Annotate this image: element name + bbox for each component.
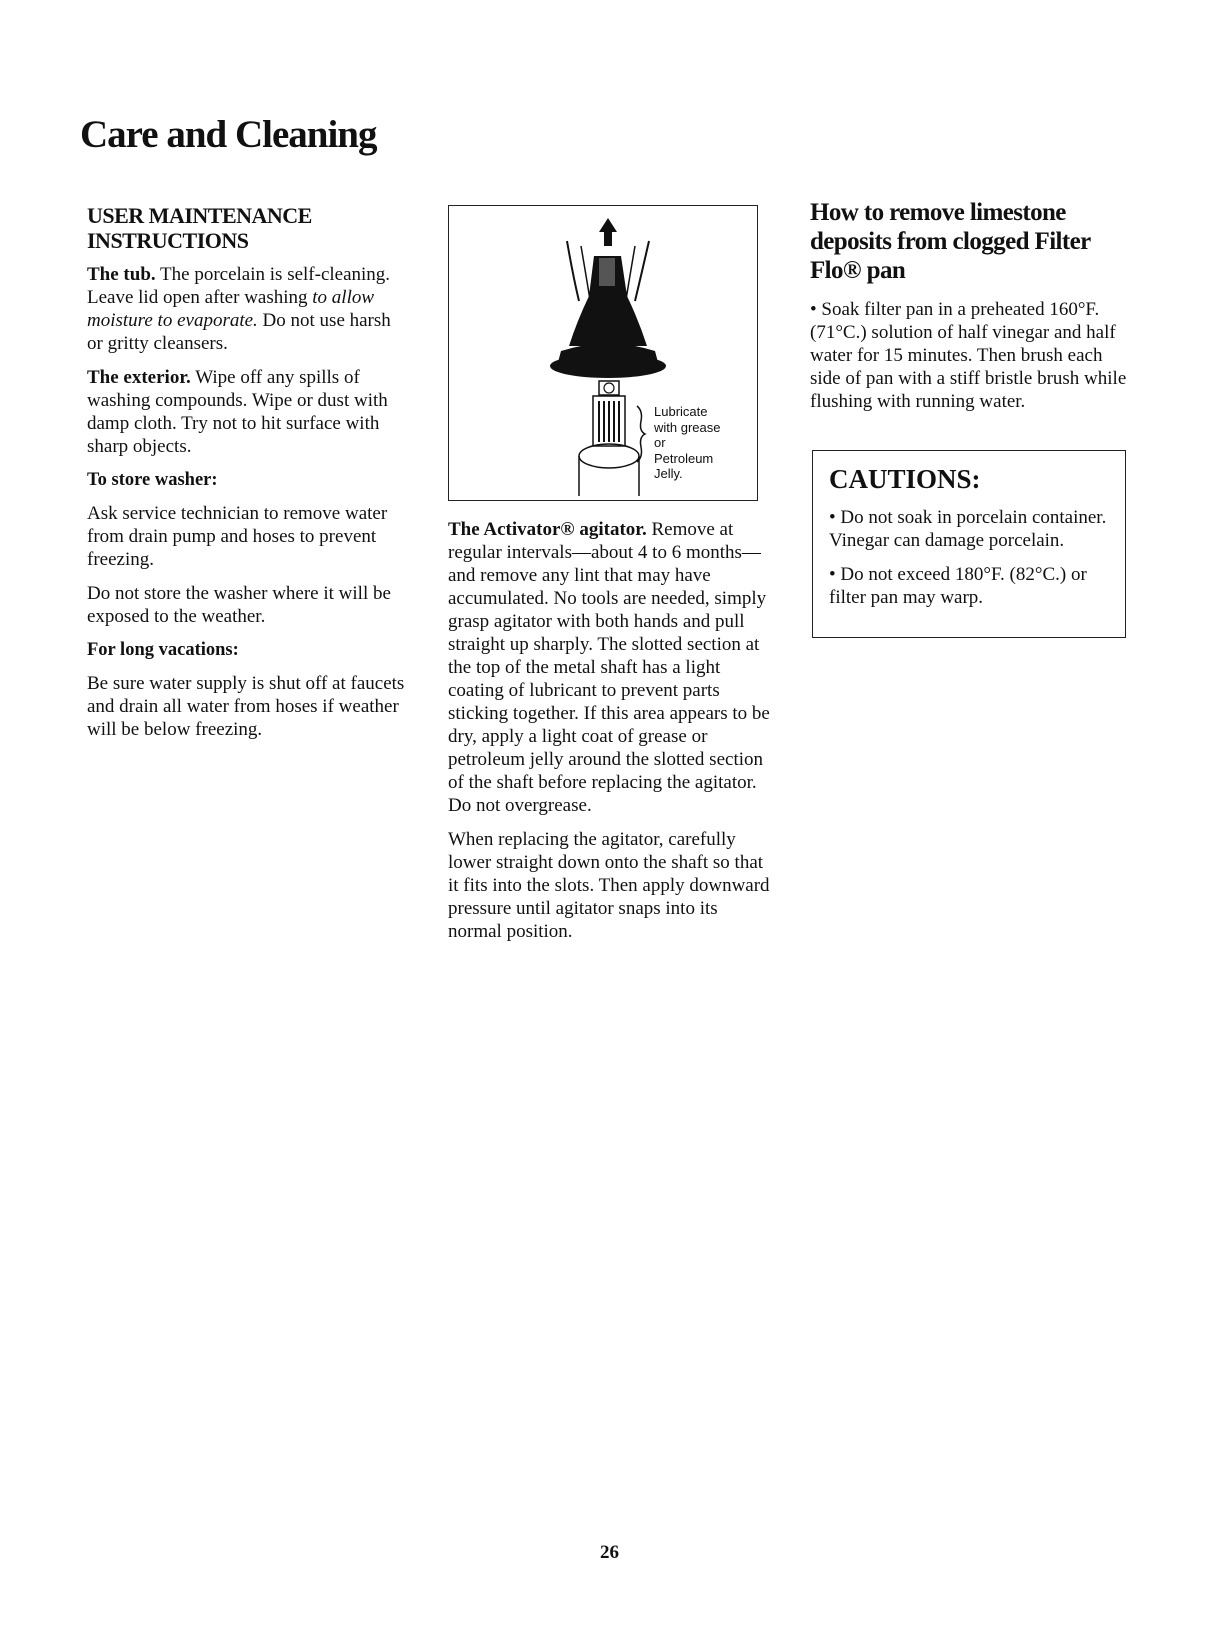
soak-bullet: • Soak filter pan in a preheated 160°F. (71°C.) solution of half vinegar and half water for 15 minutes. Then brush each side of pan with a stiff bristle brush while flushing with running water. xyxy=(810,298,1130,413)
tub-text-2: Do not use harsh or gritty cleansers. xyxy=(87,310,391,354)
vacation-heading: For long vacations: xyxy=(87,640,239,660)
cautions-title: CAUTIONS: xyxy=(829,464,981,494)
caution-item: • Do not exceed 180°F. (82°C.) or filter pan may warp. xyxy=(829,563,1109,609)
label-line: with grease xyxy=(654,419,721,435)
agitator-section xyxy=(448,518,774,943)
label-line: Petroleum xyxy=(654,450,714,466)
label-line: Jelly. xyxy=(654,466,683,481)
tub-paragraph xyxy=(87,263,407,355)
replace-paragraph: When replacing the agitator, carefully lower straight down onto the shaft so that it fits into the slots. Then apply downward pressure until agitator snaps into its normal position. xyxy=(448,829,770,942)
cautions-box xyxy=(812,450,1126,638)
user-maintenance-section xyxy=(87,203,407,741)
user-maintenance-heading: USER MAINTENANCE INSTRUCTIONS xyxy=(87,203,312,253)
exterior-lead: The exterior. xyxy=(87,367,191,388)
caution-item: • Do not soak in porcelain container. Vinegar can damage porcelain. xyxy=(829,506,1109,552)
tub-text-1: The porcelain is self-cleaning. Leave lid open after washing xyxy=(87,264,391,308)
limestone-heading: How to remove limestone deposits from clogged Filter Flo® pan xyxy=(810,199,1091,284)
limestone-section xyxy=(810,198,1130,413)
vacation-paragraph: Be sure water supply is shut off at faucets and drain all water from hoses if weather will be below freezing. xyxy=(87,673,405,740)
agitator-lead: The Activator® agitator. xyxy=(448,519,647,540)
page-number: 26 xyxy=(600,1542,619,1563)
store-paragraph-2: Do not store the washer where it will be exposed to the weather. xyxy=(87,583,391,627)
agitator-figure xyxy=(448,205,758,501)
store-washer-heading: To store washer: xyxy=(87,470,218,490)
tub-lead: The tub. xyxy=(87,264,156,285)
label-line: or xyxy=(654,435,666,450)
store-paragraph-1: Ask service technician to remove water from drain pump and hoses to prevent freezing. xyxy=(87,503,388,570)
agitator-text: Remove at regular intervals—about 4 to 6 months—and remove any lint that may have accumulated. No tools are needed, simply grasp agitator with both hands and pull straight up sharply. The slotted section at the top of the metal shaft has a light coating of lubricant to prevent parts sticking together. If this area appears to be dry, apply a light coat of grease or petroleum jelly around the slotted section of the shaft before replacing the agitator. Do not overgrease. xyxy=(448,519,770,816)
lubricate-label xyxy=(654,404,720,482)
page-title: Care and Cleaning xyxy=(80,113,377,156)
label-line: Lubricate xyxy=(654,404,708,419)
tub-text-italic: to allow moisture to evaporate. xyxy=(87,287,375,331)
exterior-text: Wipe off any spills of washing compounds. Wipe or dust with damp cloth. Try not to hit surface with sharp objects. xyxy=(87,367,388,457)
exterior-paragraph xyxy=(87,366,407,458)
agitator-paragraph xyxy=(448,518,774,817)
